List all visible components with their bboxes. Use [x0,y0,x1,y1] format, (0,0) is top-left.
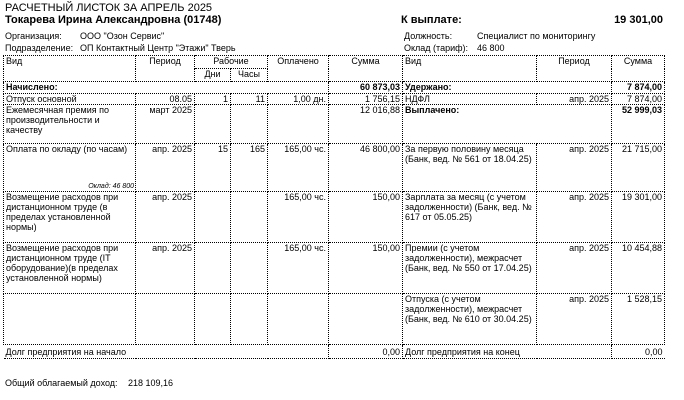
table-row: Оплата по окладу (по часам) Оклад: 46 800 апр. 2025 15 165 165,00 чс. 46 800,00 За первую половину месяца (Банк, вед. № 561 от 18.04.25) апр. 2025 21 715,00 [4,144,665,192]
table-row: Отпуска (с учетом задолженности), межрасчет (Банк, вед. № 610 от 30.04.25) апр. 2025 1 528,15 [4,294,665,345]
to-pay-value: 19 301,00 [614,14,663,26]
col-work: Рабочие [195,56,268,69]
debt-row [4,345,665,359]
accrued-row [4,82,665,94]
page-title: РАСЧЕТНЫЙ ЛИСТОК ЗА АПРЕЛЬ 2025 [5,2,213,14]
employee-name: Токарева Ирина Александровна (01748) [5,14,222,26]
col-sum: Сумма [329,56,403,82]
debt-end-label: Долг предприятия на конец [403,345,612,359]
accrued-label: Начислено: [4,82,329,94]
col-days: Дни [195,69,231,82]
col-period: Период [136,56,195,82]
table-row: Отпуск основной 08.05 1 11 1,00 дн. 1 756,15 НДФЛ апр. 2025 7 874,00 [4,94,665,105]
table-row: Возмещение расходов при дистанционном труде (IT оборудование)(в пределах установленной нормы) апр. 2025 165,00 чс. 150,00 Премии (с учетом задолженности), межрасчет (Банк, вед. № 550 от 17.04.25) апр. 2025 10 454,88 [4,243,665,294]
debt-start-label: Долг предприятия на начало [4,345,329,359]
paid-value: 52 999,03 [612,105,665,144]
withheld-label: Удержано: [403,82,612,94]
payslip-table [3,55,665,359]
col-paid: Оплачено [268,56,329,82]
taxable-label: Общий облагаемый доход: [5,378,118,388]
org-label: Организация: [5,31,62,41]
debt-end-value: 0,00 [612,345,665,359]
dept-label: Подразделение: [5,43,74,53]
org-value: ООО "Озон Сервис" [80,31,165,41]
col-hours: Часы [231,69,268,82]
col-vid2: Вид [403,56,537,82]
position-value: Специалист по мониторингу [477,31,596,41]
header-row [4,56,665,69]
accrued-value: 60 873,03 [329,82,403,94]
col-sum2: Сумма [612,56,665,82]
to-pay-label: К выплате: [401,14,462,26]
col-vid: Вид [4,56,136,82]
dept-value: ОП Контактный Центр "Этажи" Тверь [80,43,236,53]
salary-label: Оклад (тариф): [404,43,469,53]
salary-note: Оклад: 46 800 [88,183,134,190]
table-row: Возмещение расходов при дистанционном труде (в пределах установленной нормы) апр. 2025 165,00 чс. 150,00 Зарплата за месяц (с учетом задолженности) (Банк, вед. № 617 от 05.05.25) апр. 2025 19 301,00 [4,192,665,243]
position-label: Должность: [404,31,453,41]
col-period2: Период [537,56,612,82]
paid-label: Выплачено: [403,105,612,144]
table-row: Ежемесячная премия по производительности и качеству март 2025 12 016,88 Выплачено: 52 999,03 [4,105,665,144]
debt-start-value: 0,00 [329,345,403,359]
taxable-value: 218 109,16 [128,378,174,388]
salary-value: 46 800 [477,43,505,53]
withheld-value: 7 874,00 [612,82,665,94]
